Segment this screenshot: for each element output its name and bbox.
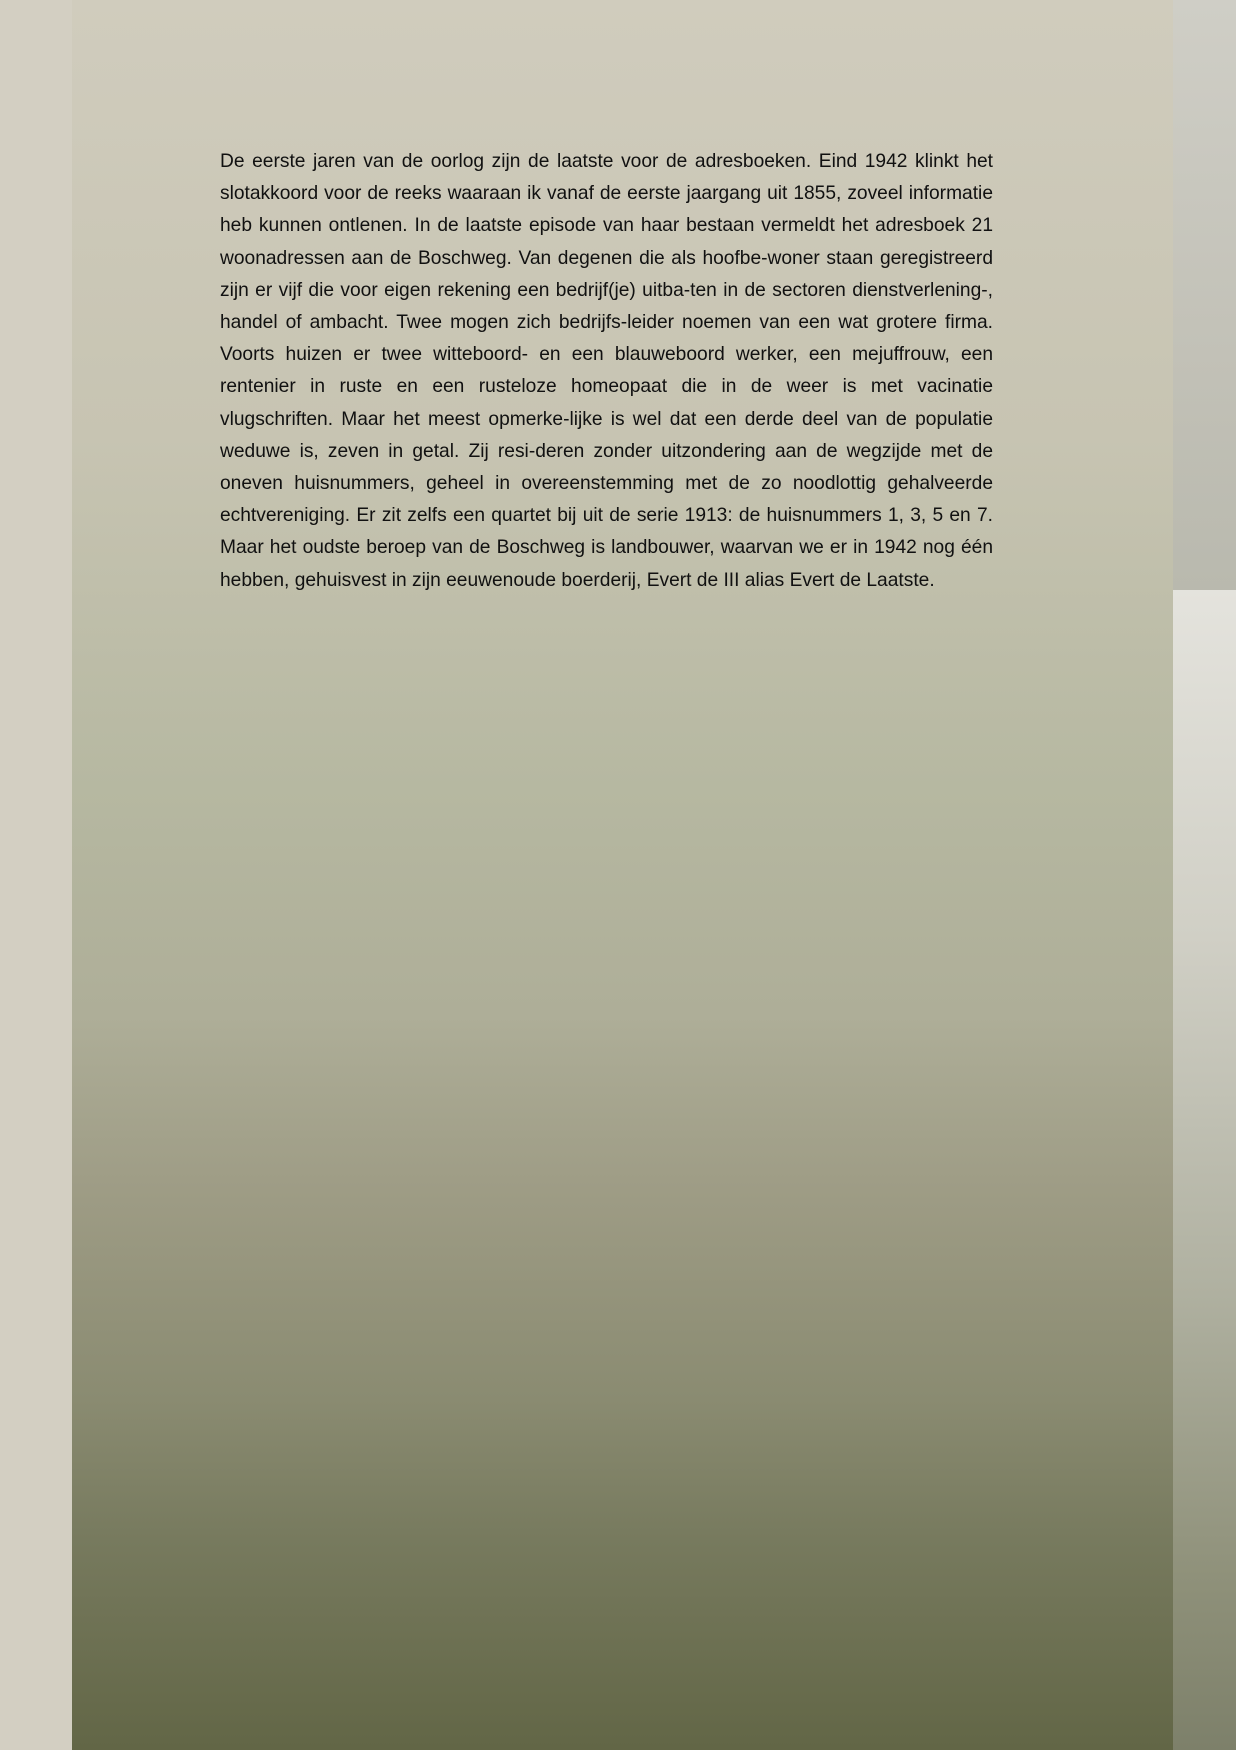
right-strip-top <box>1173 0 1236 590</box>
body-paragraph: De eerste jaren van de oorlog zijn de laatste voor de adresboeken. Eind 1942 klinkt het slotakkoord voor de reeks waaraan ik vanaf de eerste jaargang uit 1855, zoveel informatie heb kunnen ontlenen. In de laatste episode van haar bestaan vermeldt het adresboek 21 woonadressen aan de Boschweg. Van degenen die als hoofbe-woner staan geregistreerd zijn er vijf die voor eigen rekening een bedrijf(je) uitba-ten in de sectoren dienstverlening-, handel of ambacht. Twee mogen zich bedrijfs-leider noemen van een wat grotere firma. Voorts huizen er twee witteboord- en een blauweboord werker, een mejuffrouw, een rentenier in ruste en een rusteloze homeopaat die in de weer is met vacinatie vlugschriften. Maar het meest opmerke-lijke is wel dat een derde deel van de populatie weduwe is, zeven in getal. Zij resi-deren zonder uitzondering aan de wegzijde met de oneven huisnummers, geheel in overeenstemming met de zo noodlottig gehalveerde echtvereniging. Er zit zelfs een quartet bij uit de serie 1913: de huisnummers 1, 3, 5 en 7. Maar het oudste beroep van de Boschweg is landbouwer, waarvan we er in 1942 nog één hebben, gehuisvest in zijn eeuwenoude boerderij, Evert de III alias Evert de Laatste. <box>220 151 993 591</box>
left-margin <box>0 0 72 1750</box>
right-strip-bottom <box>1173 590 1236 1750</box>
